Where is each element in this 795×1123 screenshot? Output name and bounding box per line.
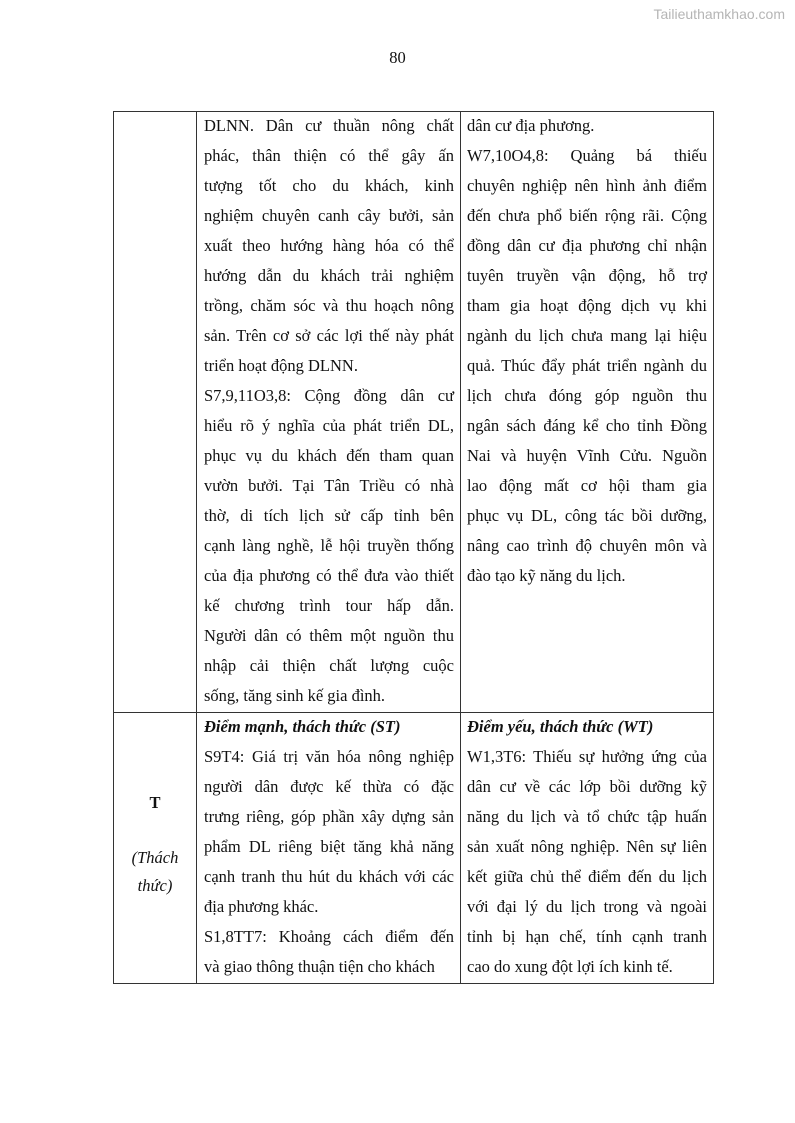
text-line: Người dân có thêm một nguồn thu [204,626,454,645]
row-label: T [149,793,161,812]
text-line: nâng cao trình độ chuyên môn và [467,536,707,555]
text-line: phác, thân thiện có thể gây ấn [204,146,454,165]
text-line: năng du lịch và tổ chức tập huấn [467,807,707,826]
table-row [114,112,713,712]
text-line: của địa phương có thể đưa vào thiết [204,566,454,585]
text-line: với đại lý du lịch trong và ngoài [467,897,707,916]
text-line: ngành du lịch chưa mang lại hiệu [467,326,707,345]
text-line: S7,9,11O3,8: Cộng đồng dân cư [204,386,454,405]
cell-st [197,713,461,983]
text-line: địa phương khác. [204,897,319,916]
text-line: quả. Thúc đẩy phát triển ngành du [467,356,707,375]
cell-heading: Điểm yếu, thách thức (WT) [467,717,654,736]
text-line: S9T4: Giá trị văn hóa nông nghiệp [204,747,454,766]
text-line: cao do xung đột lợi ích kinh tế. [467,957,673,976]
text-line: lao động mất cơ hội tham gia [467,476,707,495]
text-line: dân cư địa phương. [467,116,595,135]
text-line: DLNN. Dân cư thuần nông chất [204,116,454,135]
text-line: đào tạo kỹ năng du lịch. [467,566,626,585]
text-line: nghiệm chuyên canh cây bưởi, sản [204,206,454,225]
text-line: sản xuất nông nghiệp. Nên sự liên [467,837,707,856]
cell-heading: Điểm mạnh, thách thức (ST) [204,717,401,736]
text-line: xuất theo hướng hàng hóa có thể [204,236,454,255]
cell-col2 [197,112,461,712]
text-line: thờ, di tích lịch sử cấp tỉnh bên [204,506,454,525]
text-line: phục vụ du khách đến tham quan [204,446,454,465]
text-line: ngân sách đáng kể cho tỉnh Đồng [467,416,707,435]
text-line: Nai và huyện Vĩnh Cửu. Nguồn [467,446,707,465]
text-line: phẩm DL riêng biệt tăng khả năng [204,837,454,856]
row-label-sub: thức) [137,876,173,895]
text-line: cạnh làng nghề, lễ hội truyền thống [204,536,454,555]
text-line: và giao thông thuận tiện cho khách [204,957,435,976]
text-line: lịch chưa đóng góp nguồn thu [467,386,707,405]
watermark: Tailieuthamkhao.com [653,6,785,22]
text-line: trồng, chăm sóc và thu hoạch nông [204,296,454,315]
text-line: tuyên truyền vận động, hỗ trợ [467,266,707,285]
row-label-cell [114,713,197,983]
swot-table [113,111,714,984]
text-line: S1,8TT7: Khoảng cách điểm đến [204,927,454,946]
row-label-cell [114,112,197,712]
text-line: trưng riêng, góp phần xây dựng sản [204,807,454,826]
text-line: tham gia hoạt động dịch vụ khi [467,296,707,315]
cell-wt [461,713,713,983]
text-line: vườn bưởi. Tại Tân Triều có nhà [204,476,454,495]
text-line: nhập cải thiện chất lượng cuộc [204,656,454,675]
text-line: hiểu rõ ý nghĩa của phát triển DL, [204,416,454,435]
text-line: kết giữa chủ thể điểm đến du lịch [467,867,707,886]
text-line: triển hoạt động DLNN. [204,356,358,375]
text-line: kế chương trình tour hấp dẫn. [204,596,454,615]
text-line: W1,3T6: Thiếu sự hưởng ứng của [467,747,707,766]
page-number: 80 [389,48,406,67]
text-line: chuyên nghiệp nên hình ảnh điểm [467,176,707,195]
text-line: phục vụ DL, công tác bồi dưỡng, [467,506,707,525]
text-line: W7,10O4,8: Quảng bá thiếu [467,146,707,165]
text-line: tượng tốt cho du khách, kinh [204,176,454,195]
text-line: sống, tăng sinh kế gia đình. [204,686,386,705]
text-line: người dân được kế thừa có đặc [204,777,454,796]
text-line: sản. Trên cơ sở các lợi thế này phát [204,326,454,345]
text-line: đến chưa phổ biến rộng rãi. Cộng [467,206,707,225]
text-line: hướng dẫn du khách trải nghiệm [204,266,454,285]
text-line: cạnh tranh thu hút du khách với các [204,867,454,886]
text-line: tỉnh bị hạn chế, tính cạnh tranh [467,927,707,946]
table-row [114,712,713,983]
row-label-sub: (Thách [131,848,179,867]
text-line: dân cư về các lớp bồi dưỡng kỹ [467,777,707,796]
text-line: đồng dân cư địa phương chỉ nhận [467,236,707,255]
cell-col3 [461,112,713,712]
